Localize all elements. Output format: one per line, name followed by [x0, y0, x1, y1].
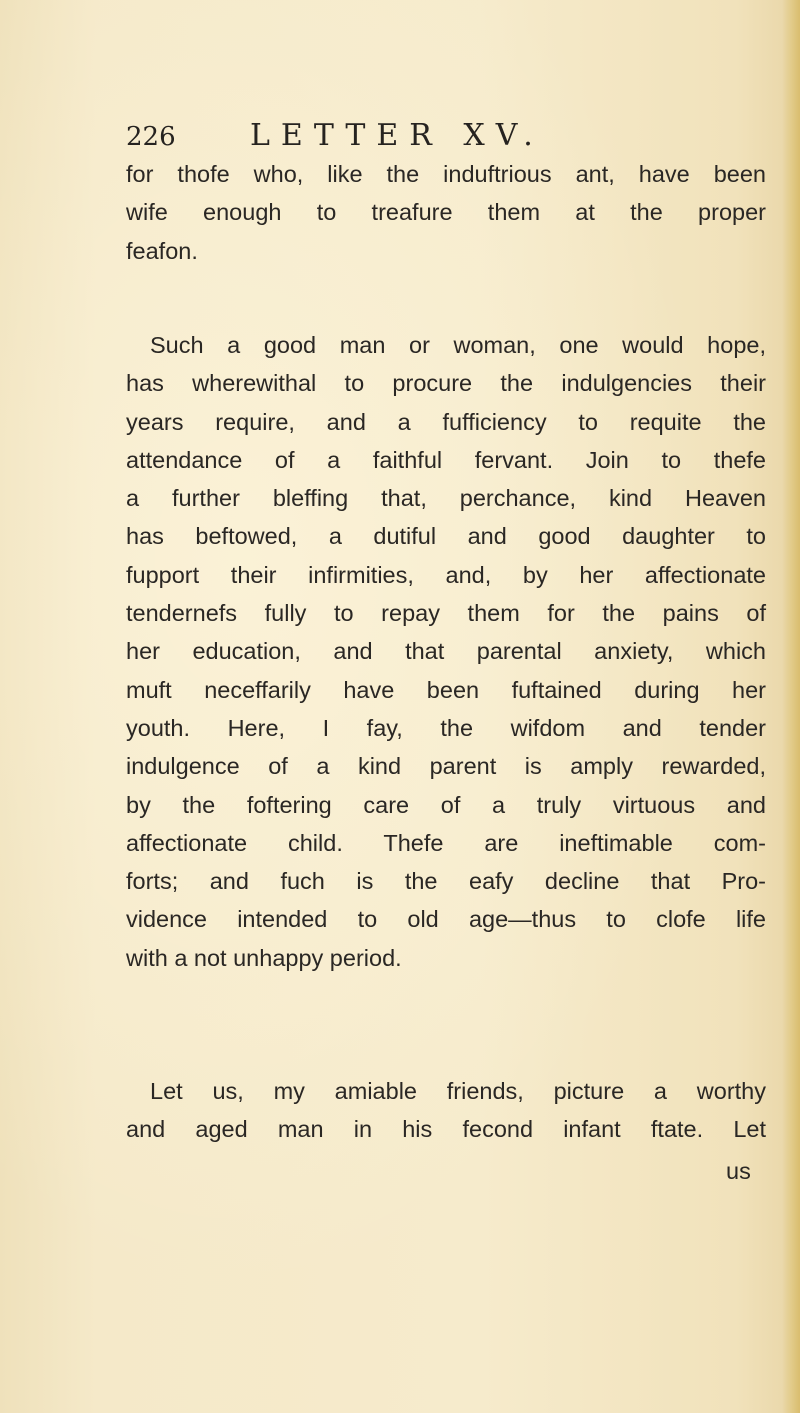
text-line: vidence intended to old age—thus to clofe life	[126, 906, 766, 933]
text-line: affectionate child. Thefe are ineftimable com-	[126, 829, 766, 856]
paragraph-3	[126, 1072, 766, 1149]
text-line: Such a good man or woman, one would hope,	[150, 332, 766, 358]
text-line: tendernefs fully to repay them for the pains of	[126, 600, 766, 627]
text-line: her education, and that parental anxiety, which	[126, 638, 766, 665]
text-line: youth. Here, I fay, the wifdom and tender	[126, 714, 766, 741]
paragraph-1	[126, 155, 766, 270]
running-title: LETTER XV.	[250, 118, 544, 153]
text-line: years require, and a fufficiency to requite the	[126, 408, 766, 435]
text-line: indulgence of a kind parent is amply rewarded,	[126, 753, 766, 780]
text-line: attendance of a faithful fervant. Join to thefe	[126, 446, 766, 473]
text-line: has beftowed, a dutiful and good daughter to	[126, 523, 766, 550]
text-line: and aged man in his fecond infant ftate. Let	[126, 1116, 766, 1143]
paragraph-2	[126, 326, 766, 977]
text-line: forts; and fuch is the eafy decline that Pro-	[126, 868, 766, 895]
text-line: by the foftering care of a truly virtuous and	[126, 791, 766, 818]
text-line: feafon.	[126, 237, 198, 264]
text-line: for thofe who, like the induftrious ant, have been	[126, 161, 766, 187]
text-line: has wherewithal to procure the indulgencies their	[126, 370, 766, 397]
text-line: a further bleffing that, perchance, kind Heaven	[126, 485, 766, 512]
text-line: with a not unhappy period.	[126, 944, 402, 971]
catchword: us	[726, 1158, 751, 1184]
text-line: wife enough to treafure them at the proper	[126, 199, 766, 226]
text-line: muft neceffarily have been fuftained during her	[126, 676, 766, 703]
page-number: 226	[126, 122, 176, 152]
running-header	[126, 118, 686, 158]
text-line: Let us, my amiable friends, picture a worthy	[150, 1078, 766, 1104]
text-line: fupport their infirmities, and, by her affectionate	[126, 561, 766, 588]
page-edge-shadow	[782, 0, 800, 1413]
